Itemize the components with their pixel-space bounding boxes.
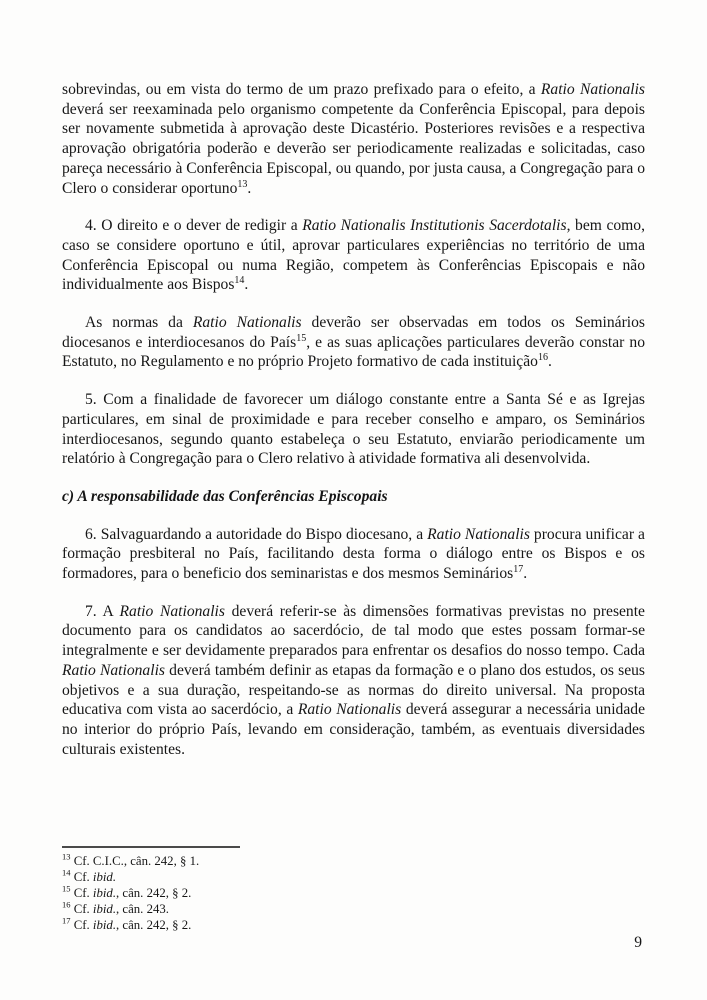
text-run: Ratio Nationalis [540,81,645,98]
footnote-marker: 17 [513,563,524,575]
footnote-15 [62,885,645,901]
text-run: Ratio Nationalis Institutionis Sacerdotalis [302,217,567,235]
footnote-13 [62,853,645,869]
footnote-16 [62,901,645,917]
text-run: Cf. [73,918,93,932]
heading-c-responsabilidade [62,487,645,507]
text-run: , cân. 242, § 2. [116,886,192,900]
text-run: . [244,276,249,294]
text-run: procura unificar a formação presbiteral no País, facilitando desta forma o diálogo entre os Bispos e os formadores, para o beneficio dos seminaristas e dos mesmos Seminários [62,525,645,583]
paragraph-7 [62,602,645,760]
text-run: . [247,179,252,197]
paragraph-5 [62,390,645,469]
footnote-marker: 13 [62,851,71,862]
text-run: As normas da [85,314,193,332]
text-run: deverão ser observadas em todos os Seminários diocesanos e interdiocesanos do País [62,314,645,351]
text-run: Ratio Nationalis [192,314,302,332]
text-run: 4. O direito e o dever de redigir a [85,217,303,235]
paragraph-4 [62,216,645,295]
text-run: Ratio Nationalis [62,661,165,679]
text-run: Ratio Nationalis [119,602,225,620]
text-run: . [547,353,552,371]
footnote-marker: 14 [62,867,71,878]
text-run: ibid. [92,886,117,900]
text-run: sobrevindas, ou em vista do termo de um prazo prefixado para o efeito, a [62,81,541,98]
text-run: ibid. [92,870,117,884]
text-run: deverá referir-se às dimensões formativas previstas no presente documento para os candidatos ao sacerdócio, de tal modo que estes possam formar-se integralmente e ser devidamente preparados para enfrentar os desafios do nosso tempo. Cada [62,602,645,660]
text-run: Cf. [73,886,93,900]
text-run: 7. A [85,602,120,620]
text-run: Cf. [73,902,93,916]
footnote-marker: 15 [62,883,71,894]
text-run: , e as suas aplicações particulares deverão constar no Estatuto, no Regulamento e no próprio Projeto formativo de cada instituição [62,333,645,371]
text-run: ibid. [92,918,117,932]
text-run: 5. Com a finalidade de favorecer um diálogo constante entre a Santa Sé e as Igrejas particulares, em sinal de proximidade e para receber conselho e amparo, os Seminários interdiocesanos, segundo quanto estabeleça o seu Estatuto, enviarão periodicamente um relatório à Congregação para o Clero relativo à atividade formativa ali desenvolvida. [62,391,645,468]
footnote-marker: 13 [237,178,248,190]
text-run: ibid. [92,902,117,916]
text-run: . [523,565,528,583]
page-number: 9 [634,934,642,951]
paragraph-continuation [62,80,645,198]
text-run: deverá ser reexaminada pelo organismo competente da Conferência Episcopal, para depois ser novamente submetida à aprovação deste Dicastério. Posteriores revisões e a respectiva aprovação obrigatória poderão e deverão ser periodicamente realizadas e solicitadas, caso pareça necessário à Conferência Episcopal, ou quando, por justa causa, a Congregação para o Clero o considerar oportuno [62,100,645,197]
footnote-marker: 16 [537,352,548,364]
text-run: , cân. 243. [116,902,169,916]
footnote-marker: 14 [234,275,245,287]
document-body [62,80,645,777]
footnotes-section [62,846,645,933]
text-run: Cf. [73,870,93,884]
text-run: Ratio Nationalis [427,525,530,543]
text-run: c) A responsabilidade das Conferências Episcopais [62,487,388,505]
paragraph-normas [62,313,645,372]
text-run: 6. Salvaguardando a autoridade do Bispo diocesano, a [85,525,428,543]
text-run: deverá assegurar a necessária unidade no interior do próprio País, levando em consideração, também, as eventuais diversidades culturais existentes. [62,701,645,758]
footnote-14 [62,869,645,885]
footnote-17 [62,917,645,933]
text-run: , cân. 242, § 2. [116,918,192,932]
text-run: Ratio Nationalis [297,701,402,719]
footnote-marker: 15 [296,332,307,344]
footnote-separator [62,846,240,848]
text-run: deverá também definir as etapas da formação e o plano dos estudos, os seus objetivos e a sua duração, respeitando-se as normas do direito universal. Na proposta educativa com vista ao sacerdócio, a [62,661,645,719]
text-run: , bem como, caso se considere oportuno e útil, aprovar particulares experiências no território de uma Conferência Episcopal ou numa Região, competem às Conferências Episcopais e não individualmente aos Bispos [62,217,645,294]
footnote-list [62,853,645,933]
paragraph-6 [62,525,645,584]
text-run: Cf. C.I.C., cân. 242, § 1. [73,854,200,868]
footnote-marker: 17 [62,915,71,926]
footnote-marker: 16 [62,899,71,910]
